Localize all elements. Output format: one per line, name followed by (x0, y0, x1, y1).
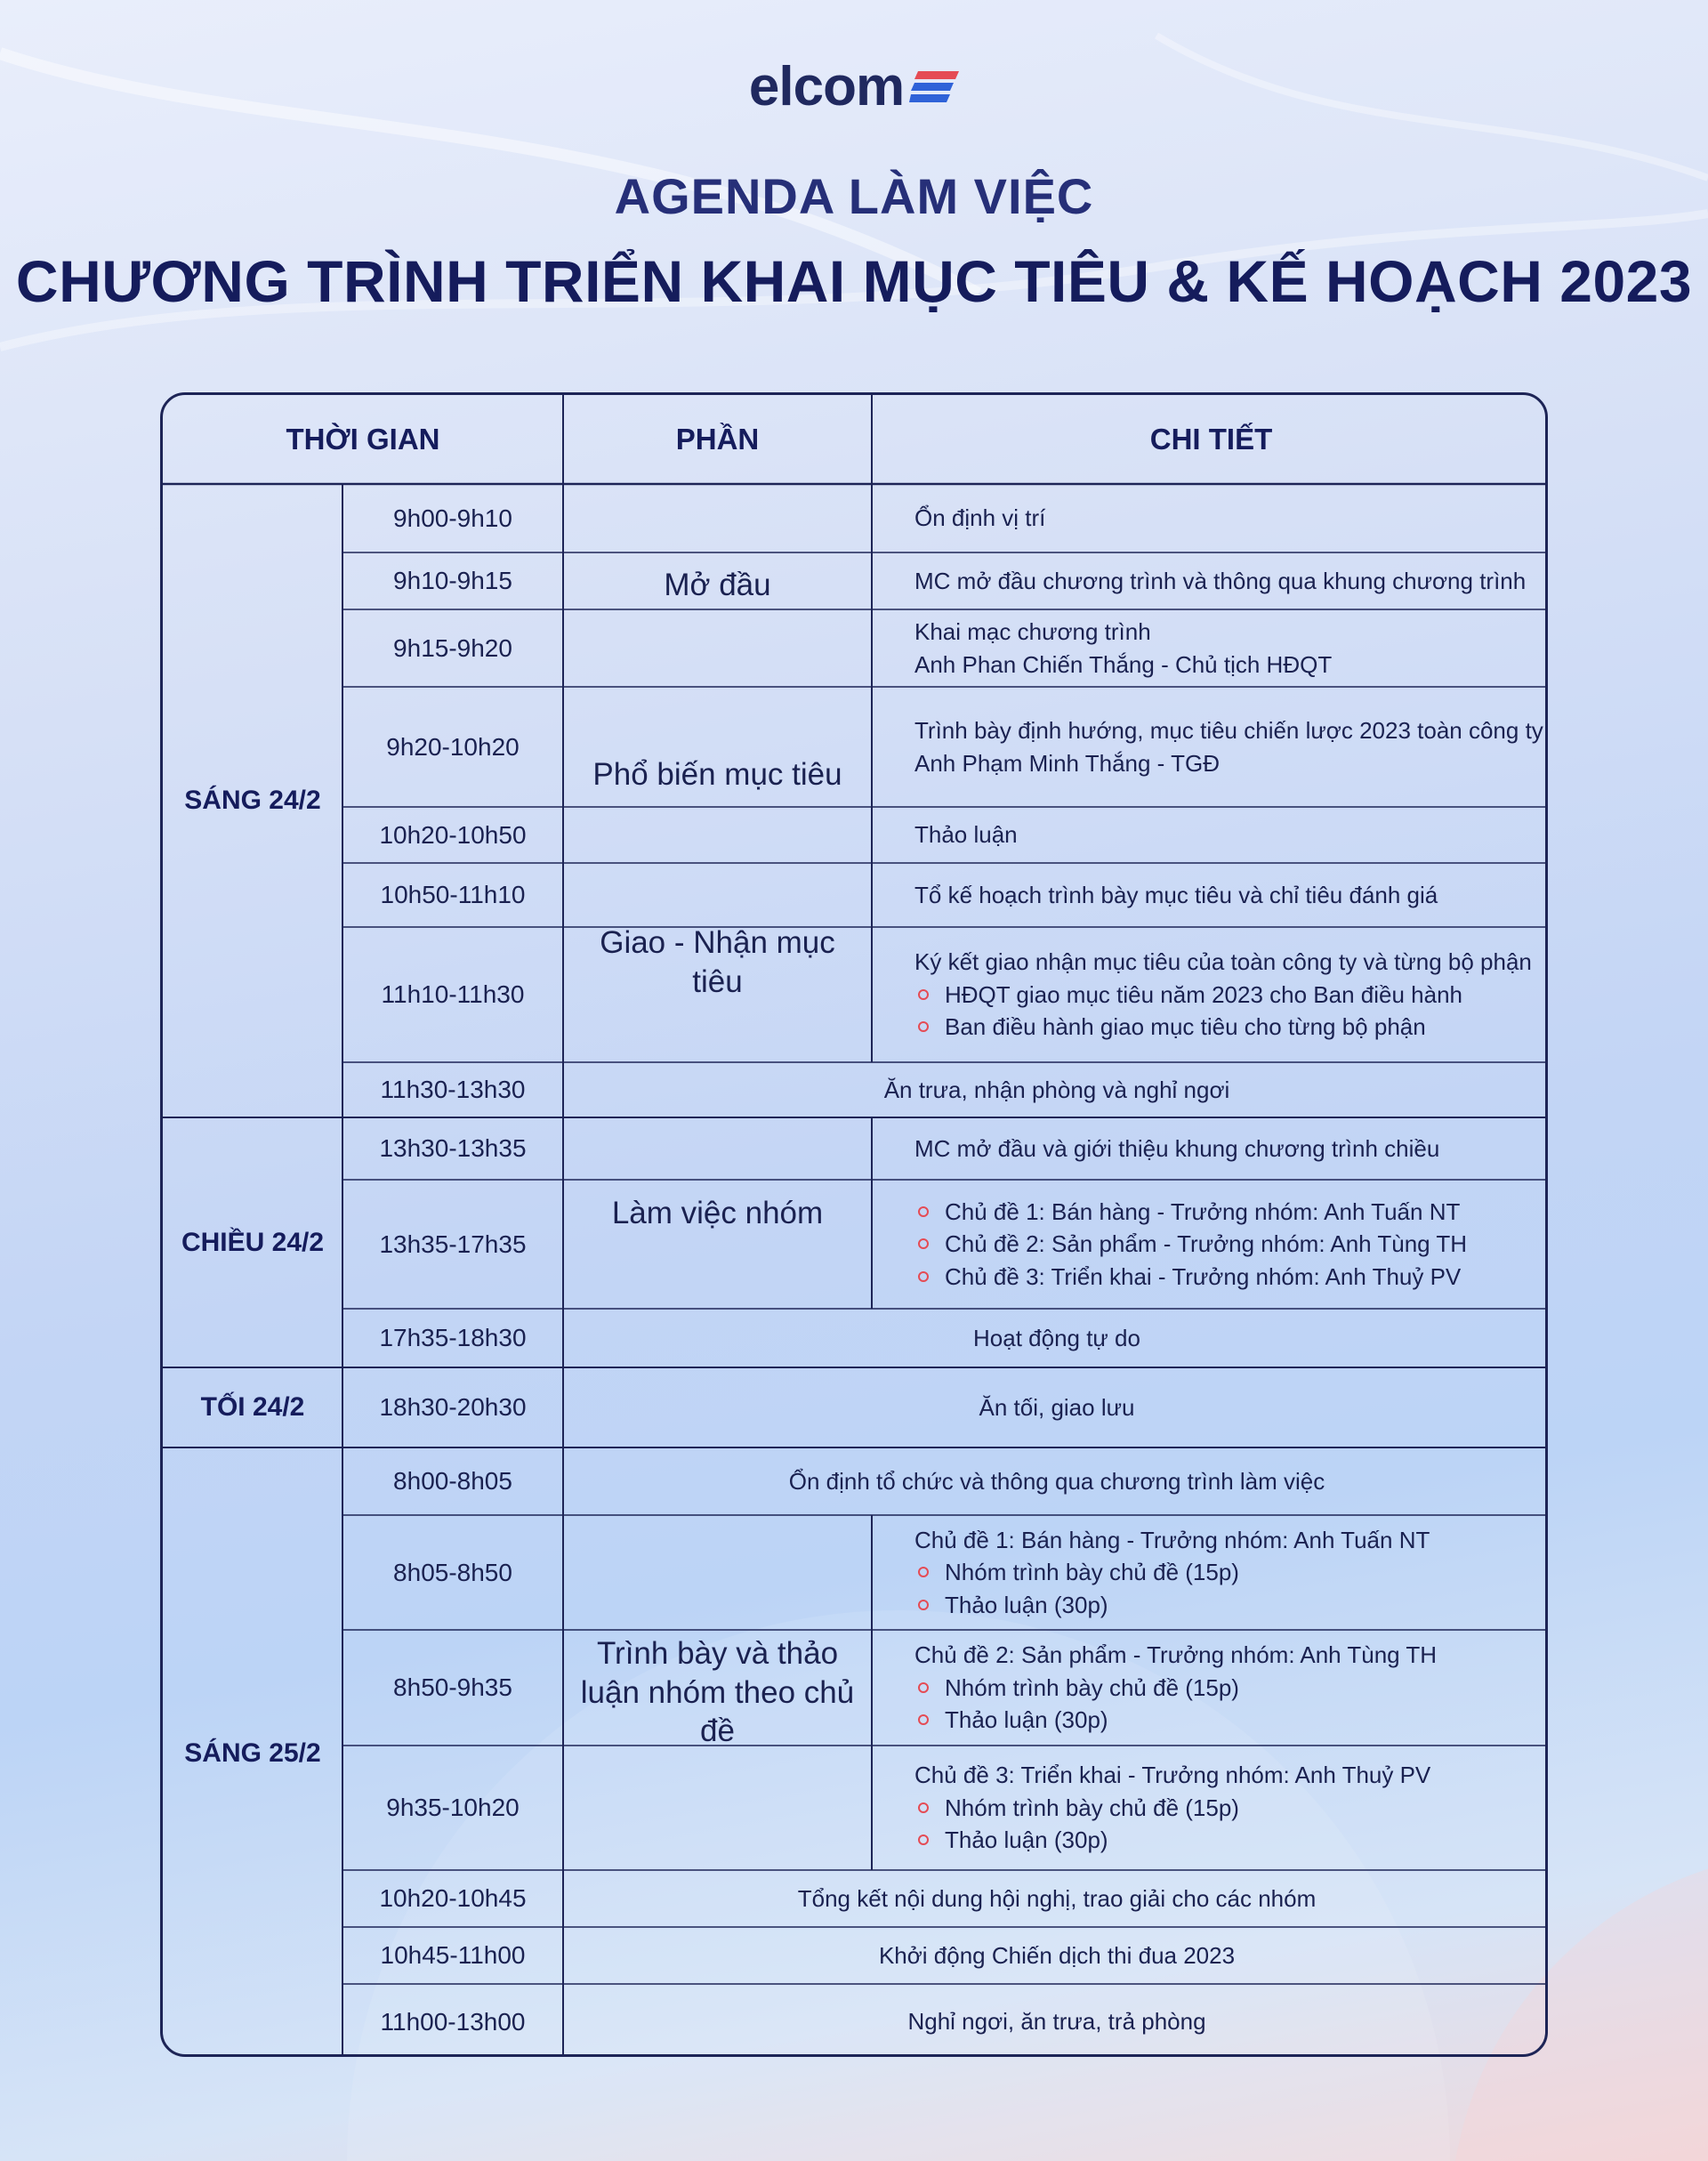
detail-line: Khai mạc chương trình (914, 618, 1151, 646)
time-slot: 11h30-13h30 (380, 1076, 526, 1103)
header-section: PHẦN (675, 423, 760, 456)
detail-content (914, 946, 1532, 1043)
time-slot: 9h20-10h20 (386, 732, 520, 761)
logo-text: elcom (748, 56, 905, 117)
detail-line: Ổn định vị trí (914, 504, 1046, 532)
day-label: SÁNG 25/2 (184, 1738, 321, 1768)
detail-bullet: Nhóm trình bày chủ đề (15p) (914, 1556, 1430, 1588)
detail-cell (872, 552, 1548, 609)
full-row-text: Khởi động Chiến dịch thi đua 2023 (878, 1941, 1236, 1969)
time-slot: 10h45-11h00 (380, 1941, 526, 1969)
full-row-text: Ăn tối, giao lưu (979, 1393, 1135, 1421)
detail-content (914, 1133, 1439, 1165)
header-time: THỜI GIAN (286, 423, 440, 456)
detail-content (914, 879, 1438, 911)
detail-content (914, 818, 1018, 851)
detail-bullet: Chủ đề 1: Bán hàng - Trưởng nhóm: Anh Tuấn NT (914, 1196, 1467, 1228)
time-slot: 18h30-20h30 (379, 1393, 527, 1421)
detail-content (914, 1196, 1467, 1293)
detail-cell (872, 863, 1548, 927)
detail-bullet: Nhóm trình bày chủ đề (15p) (914, 1672, 1437, 1704)
time-slot: 13h35-17h35 (379, 1230, 527, 1258)
detail-content (914, 616, 1332, 681)
detail-line: MC mở đầu chương trình và thông qua khung chương trình (914, 567, 1527, 594)
detail-bullet: HĐQT giao mục tiêu năm 2023 cho Ban điều hành (914, 979, 1532, 1011)
time-slot: 9h35-10h20 (386, 1794, 520, 1821)
full-row-text: Hoạt động tự do (973, 1324, 1140, 1351)
time-slot: 8h50-9h35 (393, 1673, 512, 1701)
time-slot: 10h20-10h45 (379, 1884, 527, 1912)
detail-bullet: Chủ đề 2: Sản phẩm - Trưởng nhóm: Anh Tùng TH (914, 1228, 1467, 1260)
detail-content (914, 565, 1526, 597)
full-row-text: Tổng kết nội dung hội nghị, trao giải cho các nhóm (797, 1884, 1317, 1912)
time-slot: 17h35-18h30 (379, 1324, 527, 1351)
detail-cell (872, 1746, 1548, 1870)
day-label: TỐI 24/2 (200, 1392, 305, 1422)
time-slot: 11h10-11h30 (381, 980, 525, 1008)
detail-bullet: Thảo luận (30p) (914, 1704, 1437, 1736)
time-slot: 8h00-8h05 (393, 1467, 512, 1495)
detail-line: Tổ kế hoạch trình bày mục tiêu và chỉ tiêu đánh giá (914, 881, 1438, 908)
detail-content (914, 714, 1543, 779)
section-name: Giao - Nhận mục tiêu (600, 925, 835, 999)
detail-line: Ký kết giao nhận mục tiêu của toàn công ty và từng bộ phận (914, 948, 1532, 976)
detail-cell (872, 927, 1548, 1062)
detail-bullet: Thảo luận (30p) (914, 1589, 1430, 1621)
detail-line: Anh Phạm Minh Thắng - TGĐ (914, 749, 1220, 777)
time-slot: 9h10-9h15 (393, 567, 512, 594)
detail-cell (872, 807, 1548, 863)
detail-cell (872, 1515, 1548, 1630)
detail-bullet: Nhóm trình bày chủ đề (15p) (914, 1792, 1430, 1824)
section-name: Phổ biến mục tiêu (592, 757, 842, 793)
detail-cell (872, 1180, 1548, 1309)
section-name: Mở đầu (664, 568, 771, 603)
elcom-logo (0, 55, 1708, 118)
time-slot: 11h00-13h00 (380, 2007, 526, 2036)
detail-cell (872, 687, 1548, 807)
detail-line: Trình bày định hướng, mục tiêu chiến lược 2023 toàn công ty (914, 717, 1543, 745)
day-label: CHIỀU 24/2 (181, 1227, 325, 1257)
detail-line: Chủ đề 2: Sản phẩm - Trưởng nhóm: Anh Tùng TH (914, 1641, 1438, 1669)
detail-line: Thảo luận (914, 821, 1018, 849)
detail-line: Anh Phan Chiến Thắng - Chủ tịch HĐQT (914, 650, 1333, 678)
full-row-text: Ổn định tổ chức và thông qua chương trình làm việc (788, 1467, 1325, 1495)
detail-content (914, 502, 1045, 534)
header-detail: CHI TIẾT (1149, 423, 1273, 456)
detail-cell (872, 1117, 1548, 1180)
detail-line: Chủ đề 3: Triển khai - Trưởng nhóm: Anh Thuỷ PV (914, 1762, 1431, 1789)
time-slot: 8h05-8h50 (393, 1558, 512, 1586)
program-title: CHƯƠNG TRÌNH TRIỂN KHAI MỤC TIÊU & KẾ HOẠCH 2023 (15, 248, 1693, 314)
logo-e-mark-icon (909, 68, 959, 107)
detail-cell (872, 484, 1548, 552)
detail-bullet: Ban điều hành giao mục tiêu cho từng bộ phận (914, 1011, 1532, 1043)
detail-content (914, 1639, 1437, 1736)
time-slot: 9h15-9h20 (393, 633, 512, 662)
time-slot: 10h20-10h50 (379, 820, 527, 849)
section-name: Làm việc nhóm (611, 1195, 824, 1230)
full-row-text: Ăn trưa, nhận phòng và nghỉ ngơi (883, 1076, 1230, 1103)
detail-line: Chủ đề 1: Bán hàng - Trưởng nhóm: Anh Tuấn NT (914, 1526, 1430, 1553)
detail-bullet: Thảo luận (30p) (914, 1824, 1430, 1856)
full-row-text: Nghỉ ngơi, ăn trưa, trả phòng (907, 2008, 1206, 2035)
agenda-table (160, 392, 1548, 2057)
time-slot: 13h30-13h35 (379, 1134, 527, 1162)
detail-content (914, 1759, 1430, 1856)
section-name: Trình bày và thảo luận nhóm theo chủ đề (580, 1635, 855, 1749)
detail-cell (872, 609, 1548, 687)
day-label: SÁNG 24/2 (184, 786, 321, 815)
agenda-title: AGENDA LÀM VIỆC (614, 168, 1094, 224)
detail-content (914, 1524, 1430, 1621)
time-slot: 10h50-11h10 (380, 881, 526, 908)
detail-line: MC mở đầu và giới thiệu khung chương trình chiều (914, 1134, 1440, 1162)
detail-bullet: Chủ đề 3: Triển khai - Trưởng nhóm: Anh Thuỷ PV (914, 1261, 1467, 1293)
time-slot: 9h00-9h10 (393, 504, 512, 532)
detail-cell (872, 1630, 1548, 1746)
